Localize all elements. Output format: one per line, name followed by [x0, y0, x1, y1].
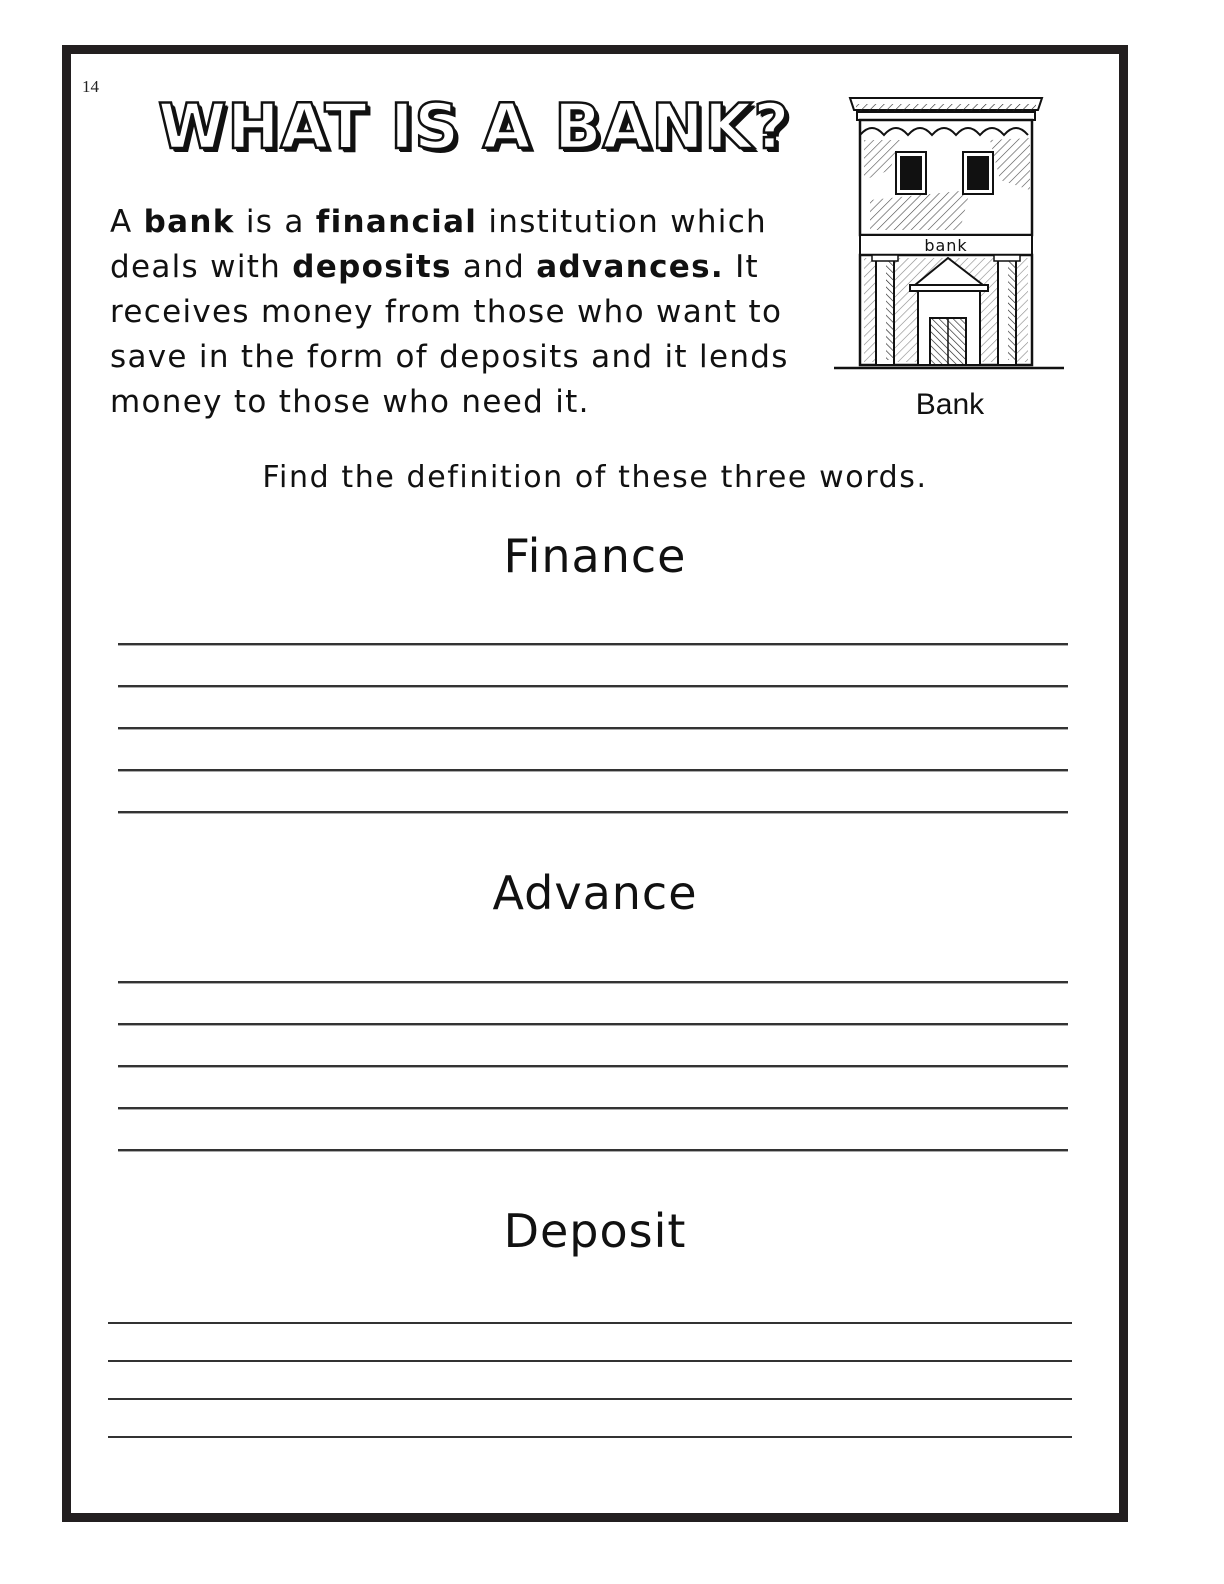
instruction-text: Find the definition of these three words.: [262, 460, 928, 495]
writing-line-advance-4[interactable]: [118, 1107, 1068, 1110]
writing-line-advance-2[interactable]: [118, 1023, 1068, 1026]
bank-caption: Bank: [915, 388, 985, 421]
writing-line-finance-3[interactable]: [118, 727, 1068, 730]
writing-line-deposit-2[interactable]: [108, 1360, 1072, 1362]
intro-text: and: [451, 249, 537, 285]
term-advances: advances.: [536, 249, 724, 285]
intro-text: institution which deals with: [110, 204, 767, 285]
writing-line-advance-3[interactable]: [118, 1065, 1068, 1068]
intro-text: It receives money from those who want to save in the form of deposits and it lends money to those who need it.: [110, 249, 789, 420]
word-heading-advance: Advance: [492, 866, 698, 920]
term-financial: financial: [315, 204, 478, 240]
page-number: 14: [82, 77, 99, 96]
term-deposits: deposits: [292, 249, 452, 285]
writing-line-advance-1[interactable]: [118, 981, 1068, 984]
word-heading-finance: Finance: [503, 529, 687, 583]
intro-text: is a: [234, 204, 316, 240]
intro-paragraph: [110, 200, 830, 425]
writing-line-deposit-3[interactable]: [108, 1398, 1072, 1400]
writing-line-finance-5[interactable]: [118, 811, 1068, 814]
term-bank: bank: [143, 204, 235, 240]
bank-building-icon: [830, 90, 1070, 380]
writing-line-advance-5[interactable]: [118, 1149, 1068, 1152]
word-heading-deposit: Deposit: [503, 1204, 687, 1258]
writing-line-finance-4[interactable]: [118, 769, 1068, 772]
writing-line-deposit-1[interactable]: [108, 1322, 1072, 1324]
bank-illustration: [830, 90, 1070, 430]
writing-line-finance-2[interactable]: [118, 685, 1068, 688]
writing-line-deposit-4[interactable]: [108, 1436, 1072, 1438]
writing-line-finance-1[interactable]: [118, 643, 1068, 646]
intro-text: A: [110, 204, 144, 240]
page-title: WHAT IS A BANK?: [158, 90, 791, 163]
bank-sign-text: bank: [924, 236, 968, 255]
